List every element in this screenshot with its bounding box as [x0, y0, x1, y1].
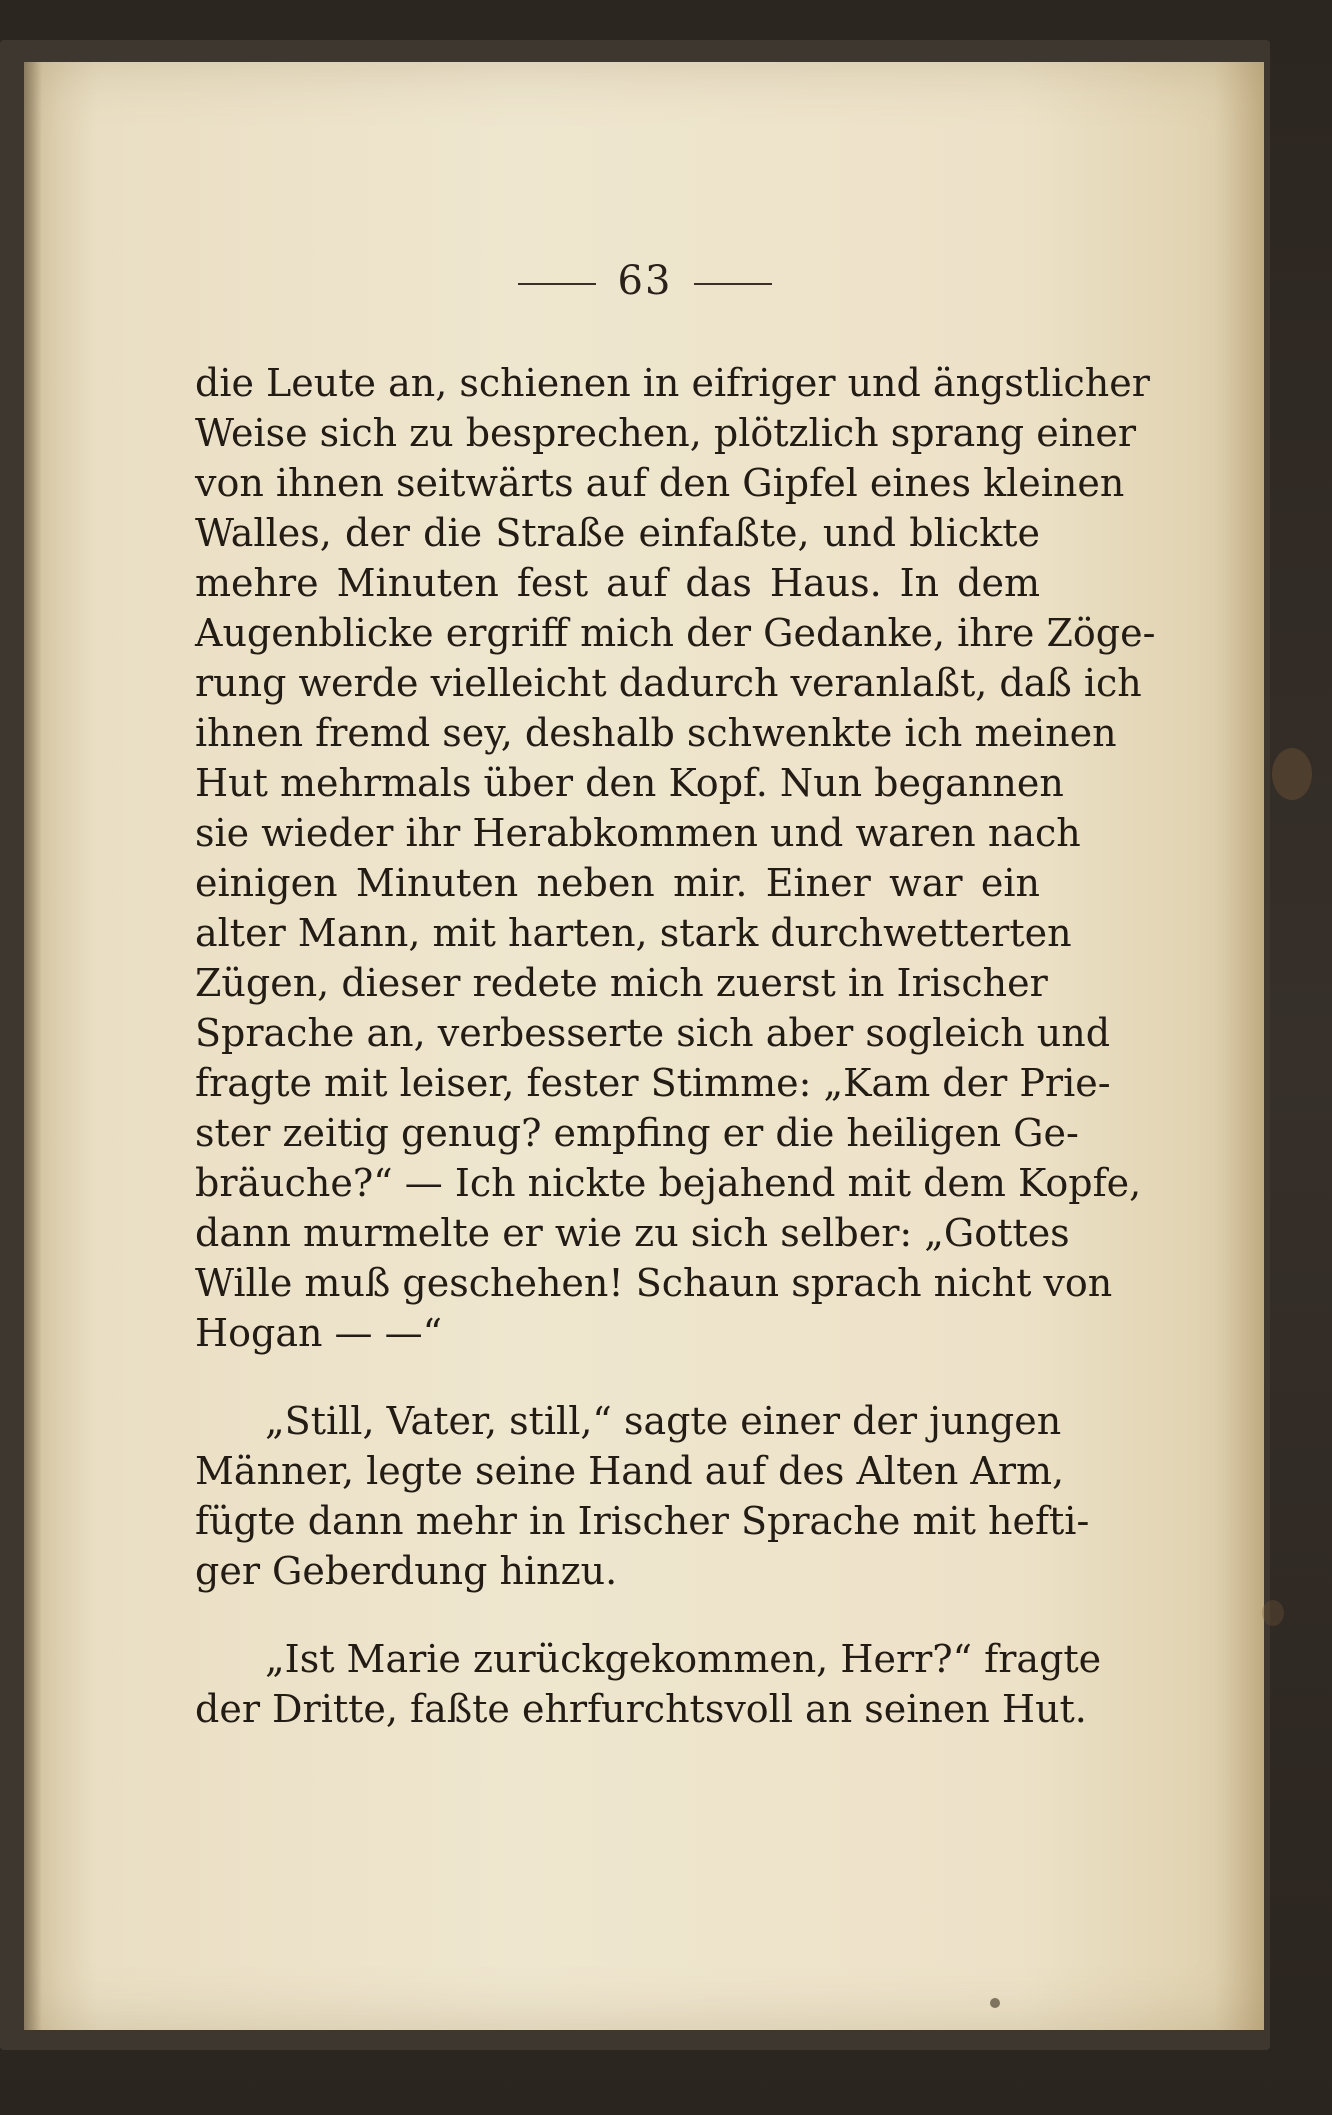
paper-stain	[990, 1998, 1000, 2008]
text-line: einigen Minuten neben mir. Einer war ein	[195, 861, 1040, 905]
text-line: dann murmelte er wie zu sich selber: „Gottes	[195, 1211, 1070, 1255]
text-line: bräuche?“ — Ich nickte bejahend mit dem Kopfe,	[195, 1161, 1142, 1205]
text-line: Zügen, dieser redete mich zuerst in Irischer	[195, 961, 1048, 1005]
body-text	[195, 358, 1156, 1772]
text-line: Hut mehrmals über den Kopf. Nun begannen	[195, 761, 1064, 805]
text-line: „Ist Marie zurückgekommen, Herr?“ fragte	[265, 1637, 1102, 1681]
text-line: fragte mit leiser, fester Stimme: „Kam der Prie-	[195, 1061, 1111, 1105]
text-line: Augenblicke ergriff mich der Gedanke, ihre Zöge-	[195, 611, 1156, 655]
text-line: Walles, der die Straße einfaßte, und blickte	[195, 511, 1040, 555]
header-rule-left	[518, 283, 596, 285]
paragraph	[195, 1396, 1090, 1596]
text-line: Hogan — —“	[195, 1311, 443, 1355]
text-line: alter Mann, mit harten, stark durchwetterten	[195, 911, 1072, 955]
text-line: mehre Minuten fest auf das Haus. In dem	[195, 561, 1040, 605]
text-line: ihnen fremd sey, deshalb schwenkte ich meinen	[195, 711, 1117, 755]
text-line: Wille muß geschehen! Schaun sprach nicht von	[195, 1261, 1113, 1305]
header-rule-right	[694, 283, 772, 285]
page-number: 63	[617, 258, 673, 304]
page-gutter-shadow	[24, 62, 42, 2030]
text-line: Sprache an, verbesserte sich aber sogleich und	[195, 1011, 1111, 1055]
text-line: Männer, legte seine Hand auf des Alten Arm,	[195, 1449, 1065, 1493]
paragraph	[195, 1634, 1102, 1734]
text-line: ger Geberdung hinzu.	[195, 1549, 618, 1593]
page-header	[0, 258, 1290, 304]
text-line: Weise sich zu besprechen, plötzlich sprang einer	[195, 411, 1136, 455]
paragraph	[195, 358, 1156, 1358]
text-line: sie wieder ihr Herabkommen und waren nach	[195, 811, 1081, 855]
text-line: der Dritte, faßte ehrfurchtsvoll an seinen Hut.	[195, 1687, 1087, 1731]
text-line: ster zeitig genug? empfing er die heiligen Ge-	[195, 1111, 1079, 1155]
text-line: fügte dann mehr in Irischer Sprache mit hefti-	[195, 1499, 1090, 1543]
text-line: die Leute an, schienen in eifriger und ängstlicher	[195, 361, 1150, 405]
text-line: „Still, Vater, still,“ sagte einer der jungen	[265, 1399, 1062, 1443]
text-line: rung werde vielleicht dadurch veranlaßt, daß ich	[195, 661, 1142, 705]
paper-stain	[1262, 1600, 1284, 1626]
paper-stain	[1272, 748, 1312, 800]
text-line: von ihnen seitwärts auf den Gipfel eines kleinen	[195, 461, 1125, 505]
